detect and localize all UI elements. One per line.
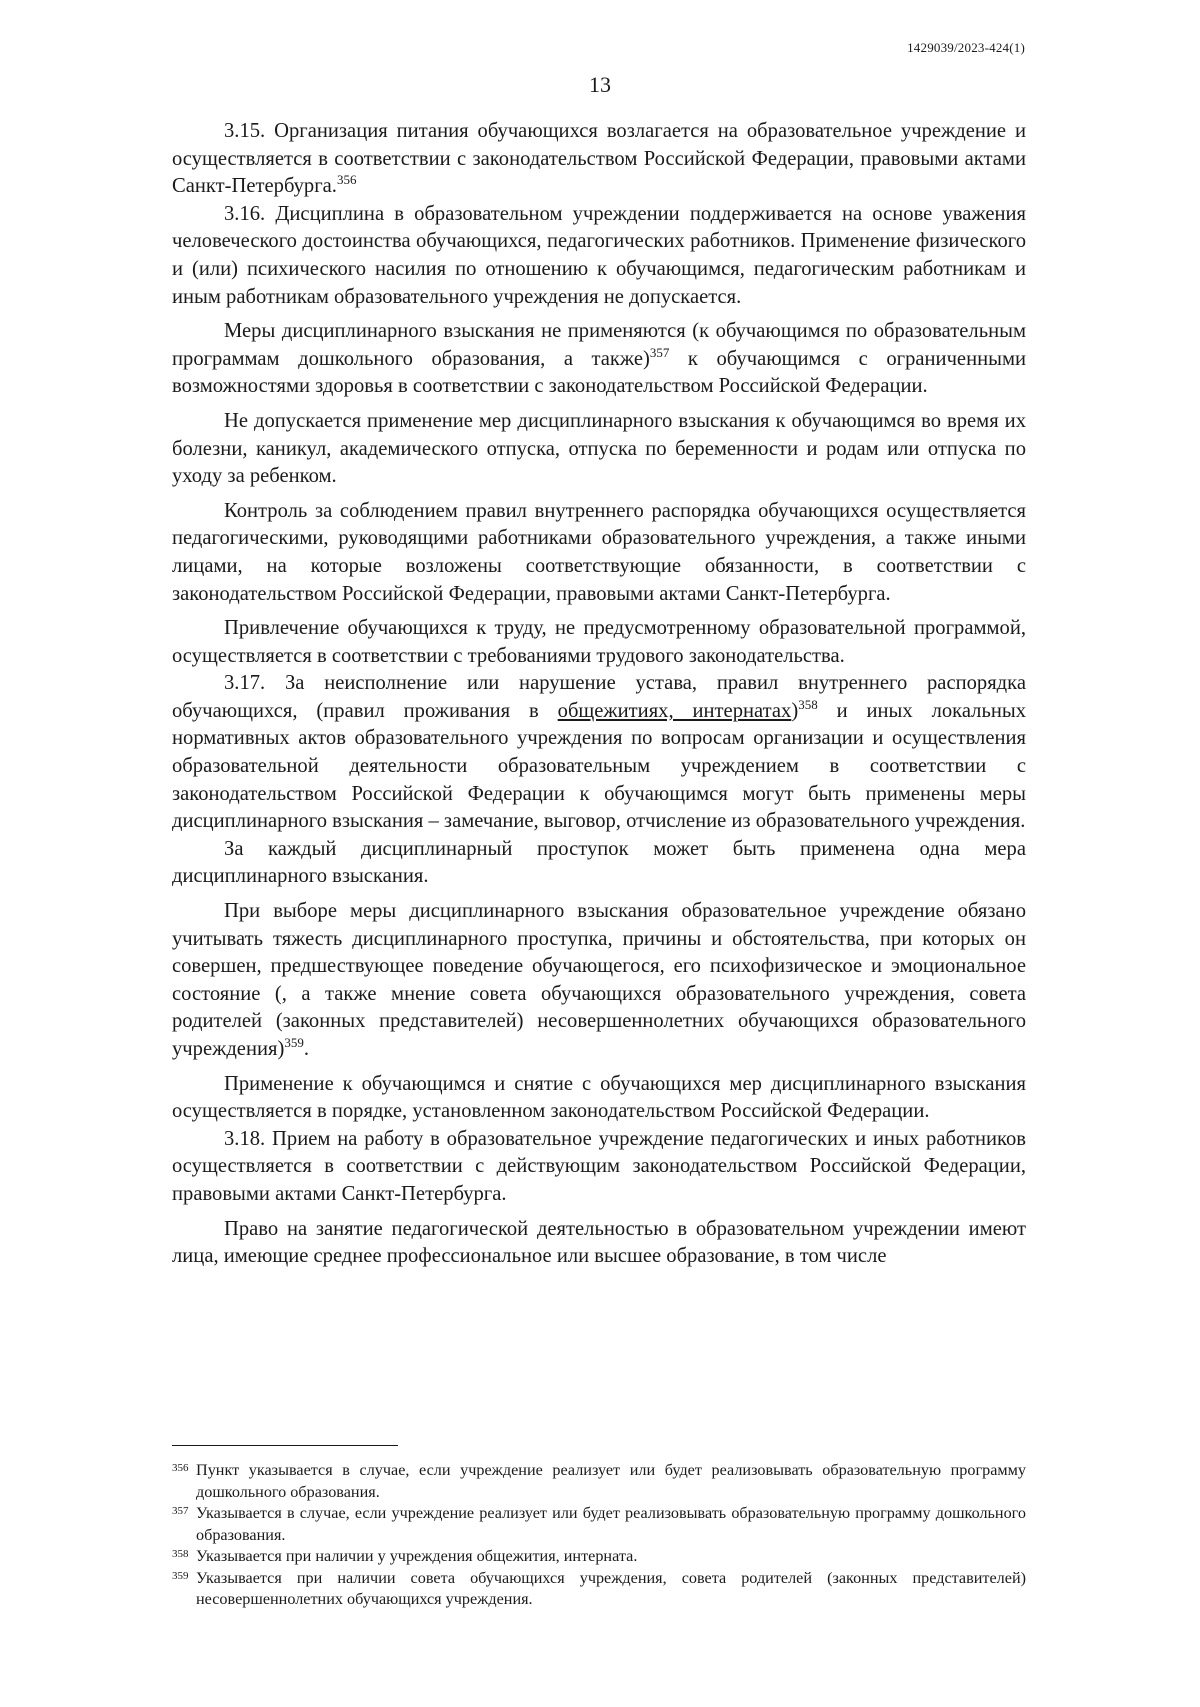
footnote-ref-357: 357 bbox=[649, 344, 670, 360]
paragraph-3-16: 3.16. Дисциплина в образовательном учреждении поддерживается на основе уважения человеческого достоинства обучающихся, педагогических работников. Применение физического и (или) психического насилия по отношению к обучающимся, педагогическим работникам и иным работникам образовательного учреждения не допускается. bbox=[172, 202, 1026, 308]
footnote-text: Пункт указывается в случае, если учреждение реализует или будет реализовывать образовательную программу дошкольного образования. bbox=[196, 1461, 1026, 1501]
paragraph-application: Применение к обучающимся и снятие с обучающихся мер дисциплинарного взыскания осуществляется в порядке, установленном законодательством Российской Федерации. bbox=[172, 1072, 1026, 1123]
paragraph-right-to-teach: Право на занятие педагогической деятельностью в образовательном учреждении имеют лица, имеющие среднее профессиональное или высшее образование, в том числе bbox=[172, 1217, 1026, 1268]
footnote-357 bbox=[172, 1503, 1026, 1546]
footnote-number: 358 bbox=[172, 1548, 189, 1560]
paragraph-3-18: 3.18. Прием на работу в образовательное учреждение педагогических и иных работников осуществляется в соответствии с действующим законодательством Российской Федерации, правовыми актами Санкт-Петербурга. bbox=[172, 1127, 1026, 1205]
footnote-358 bbox=[172, 1546, 1026, 1568]
document-number: 1429039/2023-424(1) bbox=[907, 40, 1025, 55]
underlined-text: общежитиях, интернатах bbox=[557, 699, 792, 722]
paragraph-not-allowed: Не допускается применение мер дисциплинарного взыскания к обучающимся во время их болезни, каникул, академического отпуска, отпуска по беременности и родам или отпуска по уходу за ребенком. bbox=[172, 409, 1026, 488]
footnote-text: Указывается в случае, если учреждение реализует или будет реализовывать образовательную программу дошкольного образования. bbox=[196, 1504, 1026, 1544]
paragraph-control: Контроль за соблюдением правил внутреннего распорядка обучающихся осуществляется педагогическими, руководящими работниками образовательного учреждения, а также иными лицами, на которые возложены соответствующие обязанности, в соответствии с законодательством Российской Федерации, правовыми актами Санкт-Петербурга. bbox=[172, 499, 1026, 605]
footnote-divider bbox=[172, 1445, 398, 1446]
footnote-text: Указывается при наличии у учреждения общежития, интерната. bbox=[196, 1547, 638, 1565]
paragraph-disciplinary-measures: Меры дисциплинарного взыскания не применяются (к обучающимся по образовательным программам дошкольного образования, а также)$^{357}$ к обучающимся с ограниченными возможностями здоровья в соответствии с законодательством Российской Федерации. bbox=[172, 320, 1026, 398]
footnote-ref-359: 359 bbox=[284, 1035, 304, 1051]
paragraph-3-15: 3.15. Организация питания обучающихся возлагается на образовательное учреждение и осуществляется в соответствии с законодательством Российской Федерации, правовыми актами Санкт-Петербурга.$^{356}$ bbox=[172, 120, 1026, 198]
paragraph-labor: Привлечение обучающихся к труду, не предусмотренному образовательной программой, осуществляется в соответствии с требованиями трудового законодательства. bbox=[172, 617, 1026, 667]
paragraph-one-measure: За каждый дисциплинарный проступок может быть применена одна мера дисциплинарного взыскания. bbox=[172, 837, 1026, 888]
footnotes bbox=[172, 1460, 1026, 1611]
footnote-ref-356: 356 bbox=[336, 172, 357, 188]
page-number: 13 bbox=[589, 72, 611, 97]
footnote-number: 359 bbox=[172, 1569, 189, 1582]
footnote-text: Указывается при наличии совета обучающихся учреждения, совета родителей (законных представителей) несовершеннолетних обучающихся учреждения. bbox=[196, 1568, 1026, 1608]
paragraph-choice-of-measure: При выборе меры дисциплинарного взыскания образовательное учреждение обязано учитывать тяжесть дисциплинарного проступка, причины и обстоятельства, при которых он совершен, предшествующее поведение обучающегося, его психофизическое и эмоциональное состояние (, а также мнение совета обучающихся образовательного учреждения, совета родителей (законных представителей) несовершеннолетних обучающихся образовательного учреждения)$^{359}$. bbox=[172, 900, 1026, 1060]
document-body bbox=[172, 118, 1026, 1271]
footnote-356 bbox=[172, 1460, 1026, 1503]
footnote-359 bbox=[172, 1568, 1026, 1611]
footnote-number: 357 bbox=[172, 1505, 189, 1517]
footnote-ref-358: 358 bbox=[798, 697, 818, 713]
paragraph-3-17: 3.17. За неисполнение или нарушение устава, правил внутреннего распорядка обучающихся, (правил проживания в общежитиях, интернатах)$^{358}$ и иных локальных нормативных актов образовательного учреждения по вопросам организации и осуществления образовательной деятельности образовательным учреждением в соответствии с законодательством Российской Федерации к обучающимся могут быть применены меры дисциплинарного взыскания – замечание, выговор, отчисление из образовательного учреждения. bbox=[172, 672, 1027, 833]
footnote-number: 356 bbox=[172, 1462, 189, 1474]
